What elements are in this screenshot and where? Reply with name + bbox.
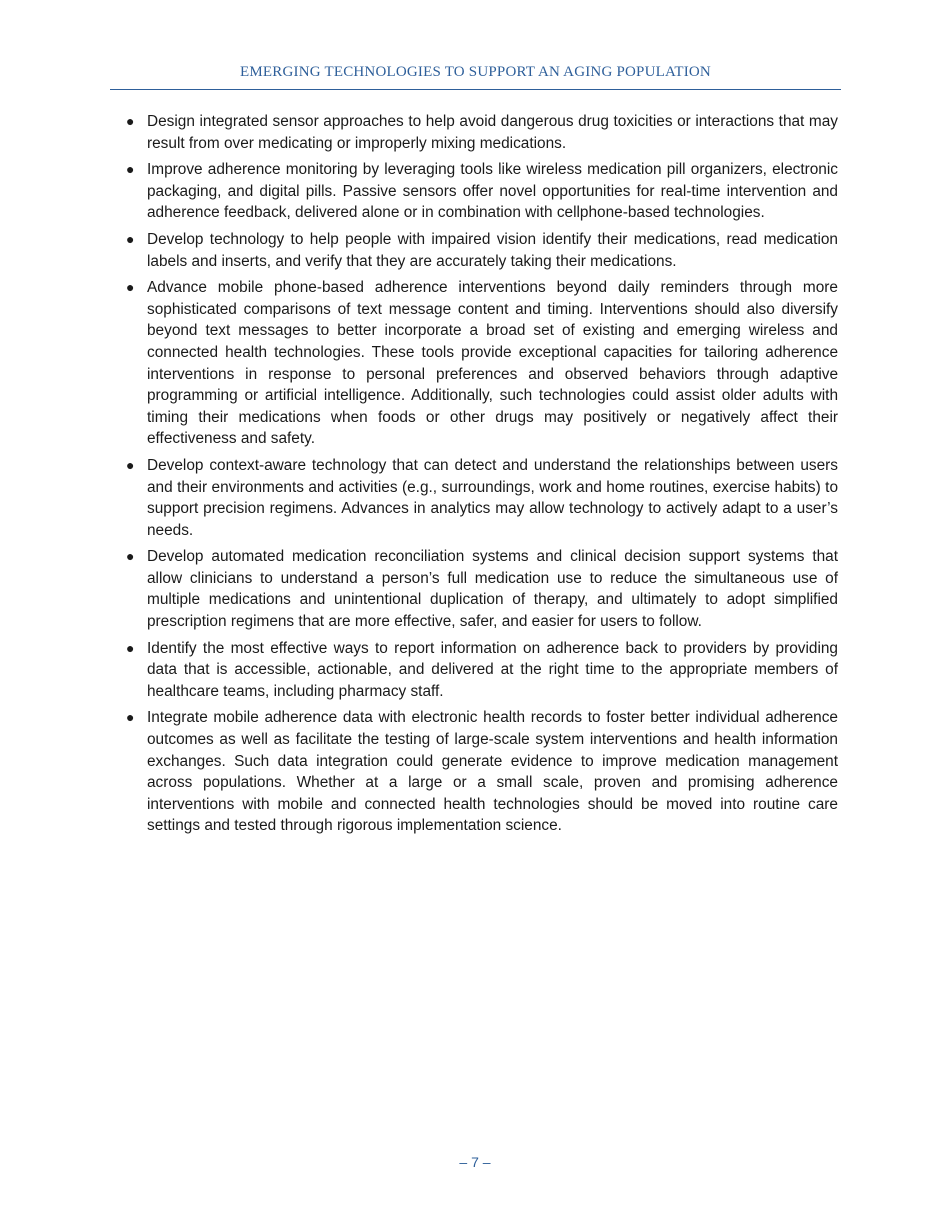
list-item — [125, 159, 838, 224]
header-rule — [110, 89, 841, 90]
list-item-text: Design integrated sensor approaches to help avoid dangerous drug toxicities or interactions that may result from over medicating or improperly mixing medications. — [147, 113, 838, 152]
list-item-text: Develop automated medication reconciliation systems and clinical decision support systems that allow clinicians to understand a person’s full medication use to reduce the simultaneous use of multiple medications and unintentional duplication of therapy, and ultimately to adopt simplified prescription regimens that are more effective, safer, and easier for users to follow. — [147, 548, 838, 631]
list-item — [125, 277, 838, 450]
bullet-icon: ● — [126, 279, 135, 296]
list-item-text: Develop technology to help people with impaired vision identify their medications, read medication labels and inserts, and verify that they are accurately taking their medications. — [147, 230, 838, 270]
list-item-text: Advance mobile phone-based adherence interventions beyond daily reminders through more sophisticated comparisons of text message content and timing. Interventions should also diversify beyond text messages to better incorporate a broad set of existing and emerging wireless and connected health technologies. These tools provide exceptional capacities for tailoring adherence interventions in response to personal preferences and observed behaviors through adaptive programming or artificial intelligence. Additionally, such technologies could assist older adults with timing their medications when foods or other drugs may positively or negatively affect their effectiveness and safety. — [147, 279, 838, 448]
bullet-icon: ● — [126, 161, 135, 178]
list-item — [125, 229, 838, 272]
list-item-text: Improve adherence monitoring by leveraging tools like wireless medication pill organizers, electronic packaging, and digital pills. Passive sensors offer novel opportunities for real-time intervention and adherence feedback, delivered alone or in combination with cellphone-based technologies. — [147, 161, 838, 222]
running-header: EMERGING TECHNOLOGIES TO SUPPORT AN AGING POPULATION — [240, 64, 711, 80]
bullet-icon: ● — [126, 709, 135, 726]
list-item-text: Identify the most effective ways to report information on adherence back to providers by providing data that is accessible, actionable, and delivered at the right time to the appropriate members of healthcare teams, including pharmacy staff. — [147, 639, 838, 700]
bullet-icon: ● — [126, 548, 135, 565]
bullet-icon: ● — [126, 230, 135, 247]
bullet-icon: ● — [126, 639, 135, 656]
bullet-icon: ● — [126, 456, 135, 473]
bullet-list — [125, 111, 838, 842]
list-item — [125, 111, 838, 154]
list-item — [125, 546, 838, 632]
list-item — [125, 707, 838, 837]
list-item — [125, 638, 838, 703]
list-item-text: Integrate mobile adherence data with electronic health records to foster better individual adherence outcomes as well as facilitate the testing of large-scale system interventions and health information exchanges. Such data integration could generate evidence to improve medication management across populations. Whether at a large or a small scale, proven and promising adherence interventions with mobile and connected health technologies should be moved into routine care settings and tested through rigorous implementation science. — [147, 709, 838, 835]
bullet-icon: ● — [126, 113, 135, 129]
list-item — [125, 455, 838, 541]
list-item-text: Develop context-aware technology that can detect and understand the relationships between users and their environments and activities (e.g., surroundings, work and home routines, exercise habits) to support precision regimens. Advances in analytics may allow technology to actively adapt to a user’s needs. — [147, 456, 838, 539]
page-number: – 7 – — [459, 1154, 491, 1170]
